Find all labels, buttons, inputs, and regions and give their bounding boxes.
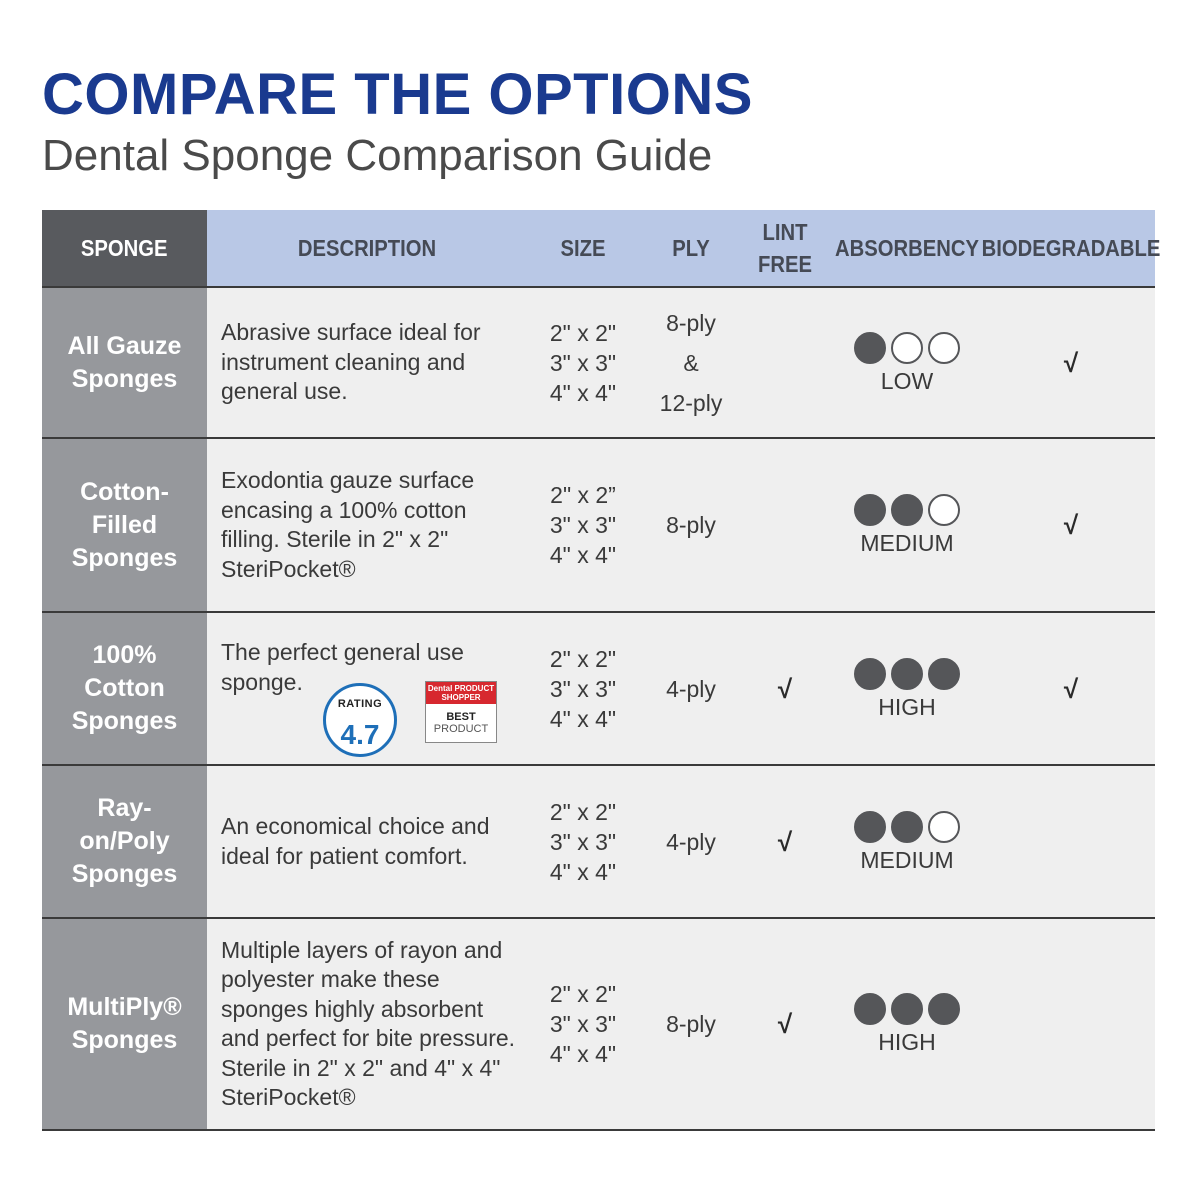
sponge-name (42, 439, 207, 611)
check-icon: √ (1063, 510, 1079, 540)
description-text: Abrasive surface ideal for instrument cleaning and general use. (221, 319, 481, 405)
header-size: SIZE (560, 234, 606, 261)
row-body (207, 766, 1155, 917)
sponge-name-text (72, 639, 178, 738)
size-value: 3" x 3" (549, 1011, 617, 1037)
filled-dot-icon (854, 811, 886, 843)
absorbency-label: MEDIUM (860, 846, 954, 873)
lint-free-cell (743, 1009, 827, 1039)
filled-dot-icon (854, 658, 886, 690)
row-body (207, 439, 1155, 611)
sponge-name (42, 766, 207, 917)
description-text: The perfect general use sponge. (221, 639, 464, 695)
size-value: 2" x 2" (549, 645, 617, 672)
size-value: 3" x 3" (549, 828, 617, 855)
filled-dot-icon (891, 658, 923, 690)
ply-value: 12-ply (659, 389, 723, 416)
sponge-description (207, 318, 527, 407)
sponge-name-line: Filled (91, 510, 158, 539)
empty-dot-icon (928, 494, 960, 526)
sponge-name-line: Sponges (71, 707, 178, 735)
award-line2: PRODUCT (433, 723, 489, 735)
rating-value: 4.7 (340, 718, 380, 750)
absorbency-cell (827, 658, 987, 720)
header-ply: PLY (672, 234, 710, 261)
sponge-name-text (67, 991, 181, 1057)
header-lint-free (748, 210, 822, 286)
lint-free-cell (743, 827, 827, 857)
absorbency-cell (827, 811, 987, 873)
sponge-description (207, 613, 527, 757)
absorbency-cell (827, 332, 987, 394)
best-product-award-badge (425, 681, 497, 743)
absorbency-cell (827, 993, 987, 1055)
rating-badge (323, 683, 397, 757)
sponge-name-line: Cotton- (80, 477, 169, 506)
comparison-table (42, 210, 1161, 1131)
header-description: DESCRIPTION (297, 234, 437, 261)
sponge-name-line: Ray- (97, 794, 152, 822)
ply-value: 8-ply (666, 512, 716, 538)
sponge-name-line: 100% (92, 641, 157, 669)
sponge-description (207, 936, 527, 1113)
filled-dot-icon (854, 993, 886, 1025)
table-body (42, 288, 1155, 1131)
sponge-ply (639, 827, 743, 857)
header-sponge-cell (42, 210, 207, 286)
biodegradable-cell (987, 348, 1155, 378)
size-value: 2" x 2" (549, 319, 617, 346)
check-icon: √ (777, 673, 793, 704)
sponge-name-line: Cotton (84, 674, 165, 702)
size-value: 3" x 3" (549, 512, 617, 538)
sponge-description (207, 466, 527, 584)
page-subtitle: Dental Sponge Comparison Guide (42, 131, 713, 180)
description-text: An economical choice and ideal for patient comfort. (221, 813, 490, 869)
size-value: 2" x 2” (550, 482, 616, 508)
filled-dot-icon (928, 658, 960, 690)
empty-dot-icon (928, 811, 960, 843)
absorbency-label: HIGH (878, 693, 936, 720)
table-row (42, 288, 1155, 439)
sponge-ply (639, 674, 743, 704)
ply-value: 4-ply (666, 828, 716, 855)
header-absorbency: ABSORBENCY (835, 234, 979, 261)
header-lint-free-line1: LINT (762, 219, 808, 245)
size-value: 4" x 4" (549, 705, 617, 732)
size-value: 4" x 4" (549, 379, 617, 406)
absorbency-dots (854, 658, 960, 690)
filled-dot-icon (891, 993, 923, 1025)
check-icon: √ (777, 826, 793, 857)
ply-value: & (683, 349, 699, 376)
empty-dot-icon (928, 332, 960, 364)
sponge-ply (639, 510, 743, 540)
size-value: 4" x 4" (549, 1041, 617, 1067)
sponge-name-line: Sponges (71, 364, 178, 393)
absorbency-label: HIGH (878, 1029, 936, 1055)
sponge-name (42, 288, 207, 437)
size-value: 3" x 3" (549, 675, 617, 702)
sponge-name (42, 613, 207, 764)
filled-dot-icon (891, 494, 923, 526)
rating-label: RATING (337, 698, 383, 711)
ply-value: 4-ply (666, 675, 716, 702)
award-line1: BEST (446, 711, 476, 723)
filled-dot-icon (928, 993, 960, 1025)
check-icon: √ (1063, 347, 1079, 378)
row-body (207, 288, 1155, 437)
absorbency-dots (854, 993, 960, 1025)
sponge-ply (639, 1009, 743, 1039)
header-sponge: SPONGE (81, 234, 168, 261)
absorbency-label: LOW (880, 367, 934, 394)
sponge-name-line: All Gauze (67, 331, 182, 360)
biodegradable-cell (987, 510, 1155, 540)
ply-value: 8-ply (666, 1011, 716, 1037)
sponge-name-line: on/Poly (79, 827, 170, 855)
header-lint-free-line2: FREE (758, 251, 812, 277)
sponge-ply (639, 303, 743, 423)
sponge-name-line: Sponges (71, 1026, 178, 1054)
sponge-name-line: Sponges (71, 860, 178, 888)
header-band (207, 210, 1161, 286)
award-publisher: Dental PRODUCT SHOPPER (427, 684, 495, 702)
empty-dot-icon (891, 332, 923, 364)
sponge-sizes (527, 797, 639, 887)
absorbency-dots (854, 811, 960, 843)
filled-dot-icon (891, 811, 923, 843)
row-body (207, 613, 1155, 764)
sponge-name-text (68, 330, 182, 396)
sponge-sizes (527, 644, 639, 734)
size-value: 4" x 4" (549, 542, 617, 568)
lint-free-cell (743, 674, 827, 704)
sponge-name-line: MultiPly® (67, 993, 182, 1021)
sponge-sizes (527, 318, 639, 408)
header-biodegradable: BIODEGRADABLE (981, 234, 1161, 261)
sponge-name-line: Sponges (71, 543, 178, 572)
filled-dot-icon (854, 494, 886, 526)
absorbency-dots (854, 332, 960, 364)
filled-dot-icon (854, 332, 886, 364)
size-value: 4" x 4" (549, 858, 617, 885)
table-header (42, 210, 1161, 288)
table-row (42, 919, 1155, 1131)
ply-value: 8-ply (666, 309, 716, 336)
sponge-description (207, 812, 527, 871)
description-text: Multiple layers of rayon and polyester make these sponges highly absorbent and perfect for bite pressure. Sterile in 2" x 2" and 4" x 4" SteriPocket® (221, 936, 516, 1110)
table-row (42, 439, 1155, 613)
size-value: 2" x 2" (549, 981, 617, 1007)
absorbency-dots (854, 494, 960, 526)
page-title: COMPARE THE OPTIONS (42, 62, 753, 127)
description-text: Exodontia gauze surface encasing a 100% cotton filling. Sterile in 2" x 2" SteriPocket® (221, 467, 475, 582)
sponge-name (42, 919, 207, 1129)
table-row (42, 766, 1155, 919)
size-value: 2" x 2" (549, 798, 617, 825)
check-icon: √ (1063, 673, 1079, 704)
row-body (207, 919, 1155, 1129)
biodegradable-cell (987, 674, 1155, 704)
size-value: 3" x 3" (549, 349, 617, 376)
table-row (42, 613, 1155, 766)
sponge-sizes (527, 979, 639, 1069)
absorbency-label: MEDIUM (860, 530, 954, 556)
check-icon: √ (777, 1009, 793, 1039)
absorbency-cell (827, 494, 987, 556)
sponge-sizes (527, 480, 639, 570)
sponge-name-text (72, 476, 178, 575)
sponge-name-text (72, 792, 178, 891)
